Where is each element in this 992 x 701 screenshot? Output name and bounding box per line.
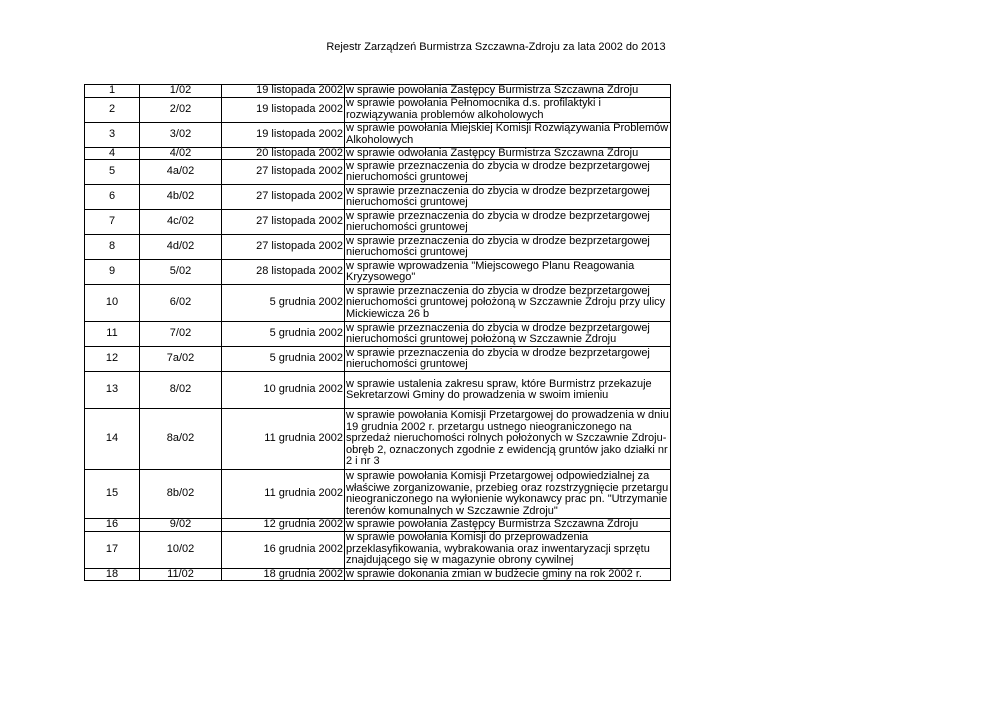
ordinance-date: 19 listopada 2002: [222, 85, 345, 98]
table-row: [85, 147, 671, 160]
ordinance-subject: w sprawie przeznaczenia do zbycia w drodze bezprzetargowej nieruchomości gruntowej: [345, 185, 671, 210]
row-number: 17: [85, 531, 140, 568]
ordinance-date: 11 grudnia 2002: [222, 409, 345, 470]
ordinance-date: 28 listopada 2002: [222, 260, 345, 285]
ordinance-subject: w sprawie przeznaczenia do zbycia w drodze bezprzetargowej nieruchomości gruntowej: [345, 347, 671, 372]
row-number: 2: [85, 97, 140, 122]
table-row: [85, 347, 671, 372]
ordinance-number: 3/02: [140, 122, 222, 147]
ordinance-date: 27 listopada 2002: [222, 235, 345, 260]
register-table: [84, 84, 671, 581]
ordinance-number: 4c/02: [140, 210, 222, 235]
table-row: [85, 260, 671, 285]
ordinance-date: 5 grudnia 2002: [222, 347, 345, 372]
table-row: [85, 160, 671, 185]
ordinance-subject: w sprawie dokonania zmian w budżecie gminy na rok 2002 r.: [345, 568, 671, 581]
table-row: [85, 210, 671, 235]
table-row: [85, 85, 671, 98]
table-row: [85, 409, 671, 470]
ordinance-subject: w sprawie ustalenia zakresu spraw, które Burmistrz przekazuje Sekretarzowi Gminy do prowadzenia w swoim imieniu: [345, 372, 671, 409]
row-number: 1: [85, 85, 140, 98]
ordinance-subject: w sprawie przeznaczenia do zbycia w drodze bezprzetargowej nieruchomości gruntowej: [345, 210, 671, 235]
ordinance-subject: w sprawie przeznaczenia do zbycia w drodze bezprzetargowej nieruchomości gruntowej: [345, 160, 671, 185]
row-number: 10: [85, 285, 140, 322]
ordinance-subject: w sprawie przeznaczenia do zbycia w drodze bezprzetargowej nieruchomości gruntowej położoną w Szczawnie Zdroju przy ulicy Mickiewicza 26 b: [345, 285, 671, 322]
ordinance-number: 1/02: [140, 85, 222, 98]
ordinance-subject: w sprawie powołania Komisji Przetargowej odpowiedzialnej za właściwe zorganizowanie, przebieg oraz rozstrzygnięcie przetargu nieograniczonego na wyłonienie wykonawcy prac pn. "Utrzymanie terenów komunalnych w Szczawnie Zdroju": [345, 470, 671, 519]
row-number: 7: [85, 210, 140, 235]
row-number: 15: [85, 470, 140, 519]
ordinance-number: 7/02: [140, 322, 222, 347]
table-row: [85, 470, 671, 519]
table-row: [85, 185, 671, 210]
table-row: [85, 322, 671, 347]
row-number: 8: [85, 235, 140, 260]
ordinance-subject: w sprawie odwołania Zastępcy Burmistrza Szczawna Zdroju: [345, 147, 671, 160]
ordinance-date: 5 grudnia 2002: [222, 285, 345, 322]
register-table-body: [85, 85, 671, 581]
ordinance-date: 11 grudnia 2002: [222, 470, 345, 519]
ordinance-date: 5 grudnia 2002: [222, 322, 345, 347]
ordinance-subject: w sprawie powołania Pełnomocnika d.s. profilaktyki i rozwiązywania problemów alkoholowych: [345, 97, 671, 122]
ordinance-date: 27 listopada 2002: [222, 185, 345, 210]
ordinance-number: 4d/02: [140, 235, 222, 260]
row-number: 3: [85, 122, 140, 147]
table-row: [85, 97, 671, 122]
ordinance-number: 8b/02: [140, 470, 222, 519]
row-number: 16: [85, 519, 140, 532]
ordinance-subject: w sprawie wprowadzenia "Miejscowego Planu Reagowania Kryzysowego": [345, 260, 671, 285]
ordinance-number: 10/02: [140, 531, 222, 568]
ordinance-date: 10 grudnia 2002: [222, 372, 345, 409]
ordinance-subject: w sprawie powołania Zastępcy Burmistrza Szczawna Zdroju: [345, 519, 671, 532]
row-number: 12: [85, 347, 140, 372]
table-row: [85, 372, 671, 409]
ordinance-subject: w sprawie przeznaczenia do zbycia w drodze bezprzetargowej nieruchomości gruntowej położoną w Szczawnie Zdroju: [345, 322, 671, 347]
ordinance-number: 4/02: [140, 147, 222, 160]
ordinance-number: 6/02: [140, 285, 222, 322]
ordinance-number: 8/02: [140, 372, 222, 409]
ordinance-date: 16 grudnia 2002: [222, 531, 345, 568]
row-number: 18: [85, 568, 140, 581]
ordinance-date: 19 listopada 2002: [222, 122, 345, 147]
ordinance-number: 11/02: [140, 568, 222, 581]
ordinance-number: 5/02: [140, 260, 222, 285]
ordinance-subject: w sprawie powołania Miejskiej Komisji Rozwiązywania Problemów Alkoholowych: [345, 122, 671, 147]
ordinance-date: 20 listopada 2002: [222, 147, 345, 160]
ordinance-number: 4a/02: [140, 160, 222, 185]
ordinance-date: 18 grudnia 2002: [222, 568, 345, 581]
row-number: 13: [85, 372, 140, 409]
ordinance-number: 2/02: [140, 97, 222, 122]
row-number: 6: [85, 185, 140, 210]
table-row: [85, 285, 671, 322]
ordinance-subject: w sprawie powołania Zastępcy Burmistrza Szczawna Zdroju: [345, 85, 671, 98]
ordinance-date: 19 listopada 2002: [222, 97, 345, 122]
ordinance-number: 8a/02: [140, 409, 222, 470]
table-row: [85, 531, 671, 568]
document-title: Rejestr Zarządzeń Burmistrza Szczawna-Zdroju za lata 2002 do 2013: [326, 41, 666, 53]
ordinance-number: 9/02: [140, 519, 222, 532]
ordinance-number: 7a/02: [140, 347, 222, 372]
row-number: 9: [85, 260, 140, 285]
ordinance-subject: w sprawie powołania Komisji Przetargowej do prowadzenia w dniu 19 grudnia 2002 r. przetargu ustnego nieograniczonego na sprzedaż nieruchomości rolnych położonych w Szczawnie Zdroju-obręb 2, oznaczonych zgodnie z ewidencją gruntów jako działki nr 2 i nr 3: [345, 409, 671, 470]
row-number: 5: [85, 160, 140, 185]
table-row: [85, 568, 671, 581]
row-number: 4: [85, 147, 140, 160]
ordinance-number: 4b/02: [140, 185, 222, 210]
ordinance-date: 27 listopada 2002: [222, 210, 345, 235]
ordinance-subject: w sprawie powołania Komisji do przeprowadzenia przeklasyfikowania, wybrakowania oraz inwentaryzacji sprzętu znajdującego się w magazynie obrony cywilnej: [345, 531, 671, 568]
table-row: [85, 122, 671, 147]
ordinance-subject: w sprawie przeznaczenia do zbycia w drodze bezprzetargowej nieruchomości gruntowej: [345, 235, 671, 260]
table-row: [85, 519, 671, 532]
ordinance-date: 12 grudnia 2002: [222, 519, 345, 532]
row-number: 14: [85, 409, 140, 470]
ordinance-date: 27 listopada 2002: [222, 160, 345, 185]
row-number: 11: [85, 322, 140, 347]
table-row: [85, 235, 671, 260]
